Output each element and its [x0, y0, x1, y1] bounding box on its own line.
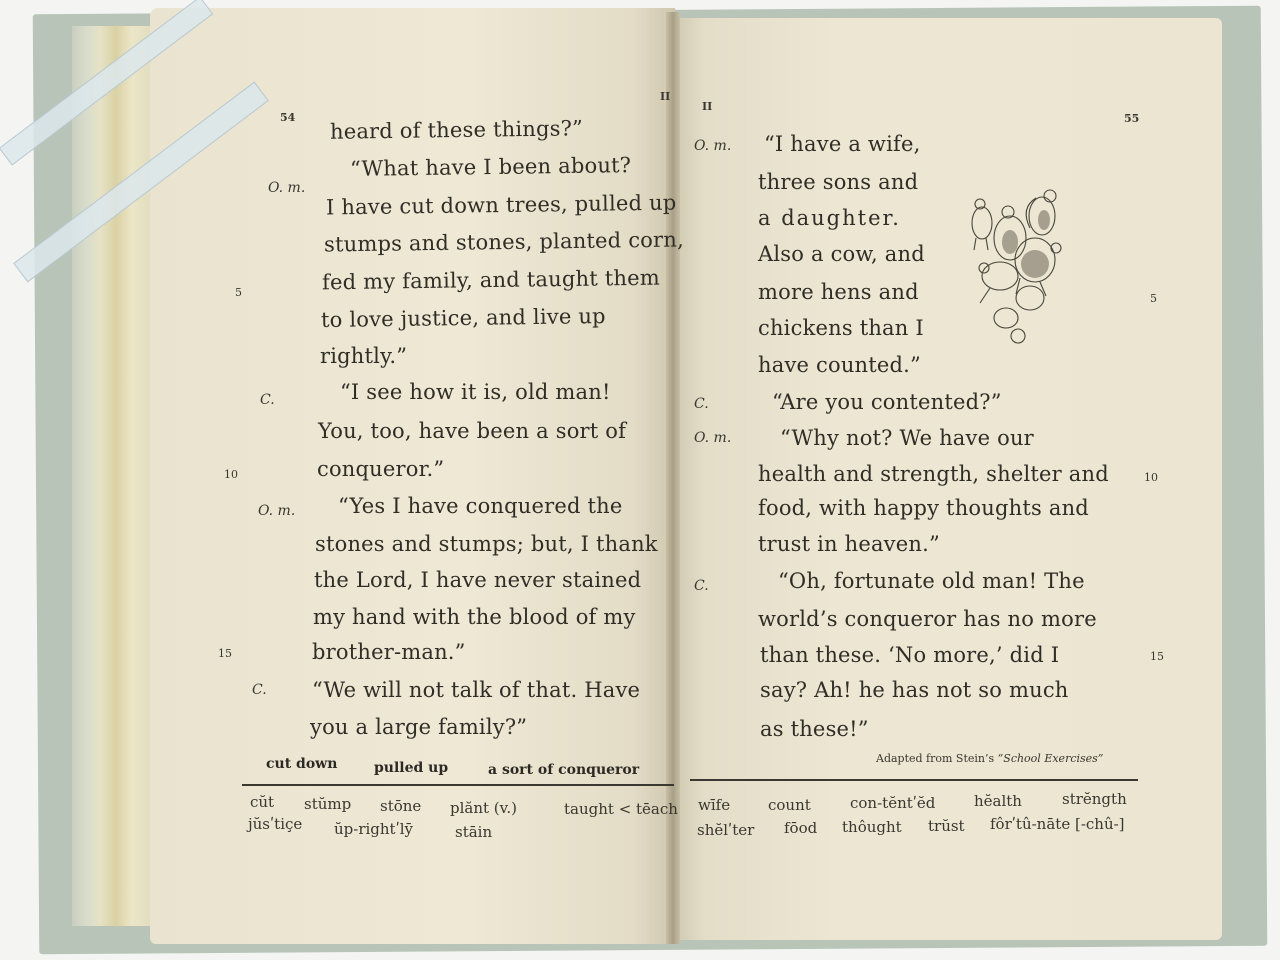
- vocab-word: stŭmp: [304, 795, 352, 813]
- text-line: conqueror.”: [317, 457, 445, 481]
- vocab-word: con-tĕntʹĕd: [850, 794, 936, 812]
- text-line: as these!”: [760, 717, 869, 741]
- chickens-illustration: [960, 168, 1072, 358]
- vocab-rule: [242, 784, 674, 786]
- vocab-word: trŭst: [928, 817, 965, 835]
- text-line: stumps and stones, planted corn,: [323, 227, 685, 257]
- speaker-label: O. m.: [694, 138, 732, 154]
- phrase: pulled up: [374, 760, 449, 776]
- left-chapter-mark: II: [660, 90, 671, 103]
- text-line: brother-man.”: [312, 640, 466, 664]
- vocab-word: thôught: [842, 818, 902, 836]
- speaker-label: C.: [694, 396, 709, 412]
- phrase: cut down: [266, 756, 338, 772]
- vocab-word: hĕalth: [974, 792, 1022, 810]
- vocab-word: taught < tēach: [564, 800, 678, 818]
- vocab-word: count: [768, 796, 811, 814]
- text-line: Also a cow, and: [758, 242, 925, 266]
- right-chapter-mark: II: [702, 100, 713, 113]
- left-page-number: 54: [280, 111, 296, 124]
- text-line: than these. ‘No more,’ did I: [760, 643, 1060, 667]
- line-number: 10: [1144, 471, 1158, 484]
- text-line: heard of these things?”: [329, 116, 584, 144]
- line-number: 10: [224, 468, 238, 481]
- speaker-label: O. m.: [268, 180, 306, 196]
- line-number: 15: [218, 647, 232, 660]
- text-line: “I have a wife,: [764, 132, 921, 156]
- speaker-label: O. m.: [258, 503, 296, 519]
- text-line: trust in heaven.”: [758, 532, 940, 556]
- text-line: to love justice, and live up: [320, 304, 606, 332]
- vocab-rule: [690, 779, 1138, 781]
- text-line: more hens and: [758, 280, 919, 304]
- vocab-word: fōod: [784, 819, 818, 837]
- source-credit: [876, 752, 1103, 765]
- credit-title: “School Exercises”: [997, 752, 1104, 765]
- text-line: “I see how it is, old man!: [340, 380, 611, 404]
- text-line: three sons and: [758, 170, 919, 194]
- vocab-word: stāin: [455, 823, 493, 841]
- text-line: have counted.”: [758, 353, 921, 377]
- speaker-label: C.: [252, 682, 267, 698]
- text-line: stones and stumps; but, I thank: [315, 532, 658, 556]
- vocab-word: fôrʹtû-nāte [-chû-]: [990, 815, 1125, 833]
- phrase: a sort of conqueror: [488, 762, 640, 778]
- text-line: “What have I been about?: [349, 153, 632, 181]
- text-line: “We will not talk of that. Have: [312, 678, 641, 702]
- text-line: “Why not? We have our: [780, 426, 1034, 450]
- line-number: 5: [235, 286, 242, 299]
- vocab-word: shĕlʹter: [697, 821, 755, 839]
- text-line: “Oh, fortunate old man! The: [778, 569, 1085, 593]
- text-line: world’s conqueror has no more: [758, 607, 1097, 631]
- vocab-word: ŭp-rightʹlȳ: [334, 820, 414, 838]
- text-line: food, with happy thoughts and: [758, 496, 1089, 520]
- text-line: health and strength, shelter and: [758, 462, 1109, 486]
- right-page-number: 55: [1124, 112, 1140, 125]
- vocab-word: jŭsʹtiçe: [248, 815, 303, 833]
- speaker-label: O. m.: [694, 430, 732, 446]
- text-line: fed my family, and taught them: [321, 265, 661, 295]
- line-number: 15: [1150, 650, 1164, 663]
- vocab-word: plănt (v.): [450, 799, 517, 817]
- vocab-word: cŭt: [250, 793, 275, 811]
- credit-prefix: Adapted from Stein’s: [876, 752, 995, 765]
- speaker-label: C.: [260, 392, 275, 408]
- line-number: 5: [1150, 292, 1157, 305]
- text-line: a daughter.: [758, 206, 901, 230]
- text-line: “Yes I have conquered the: [338, 494, 623, 518]
- page-edges: [72, 26, 152, 926]
- speaker-label: C.: [694, 578, 709, 594]
- text-line: I have cut down trees, pulled up: [325, 190, 677, 220]
- text-line: my hand with the blood of my: [313, 605, 636, 629]
- text-line: say? Ah! he has not so much: [760, 678, 1069, 702]
- text-line: rightly.”: [320, 344, 408, 368]
- vocab-word: wīfe: [698, 796, 731, 814]
- vocab-word: stōne: [380, 797, 422, 815]
- text-line: chickens than I: [758, 316, 924, 340]
- text-line: You, too, have been a sort of: [318, 419, 627, 443]
- text-line: you a large family?”: [310, 715, 528, 739]
- text-line: the Lord, I have never stained: [314, 568, 642, 592]
- vocab-word: strĕngth: [1062, 790, 1127, 808]
- text-line: “Are you contented?”: [772, 390, 1002, 414]
